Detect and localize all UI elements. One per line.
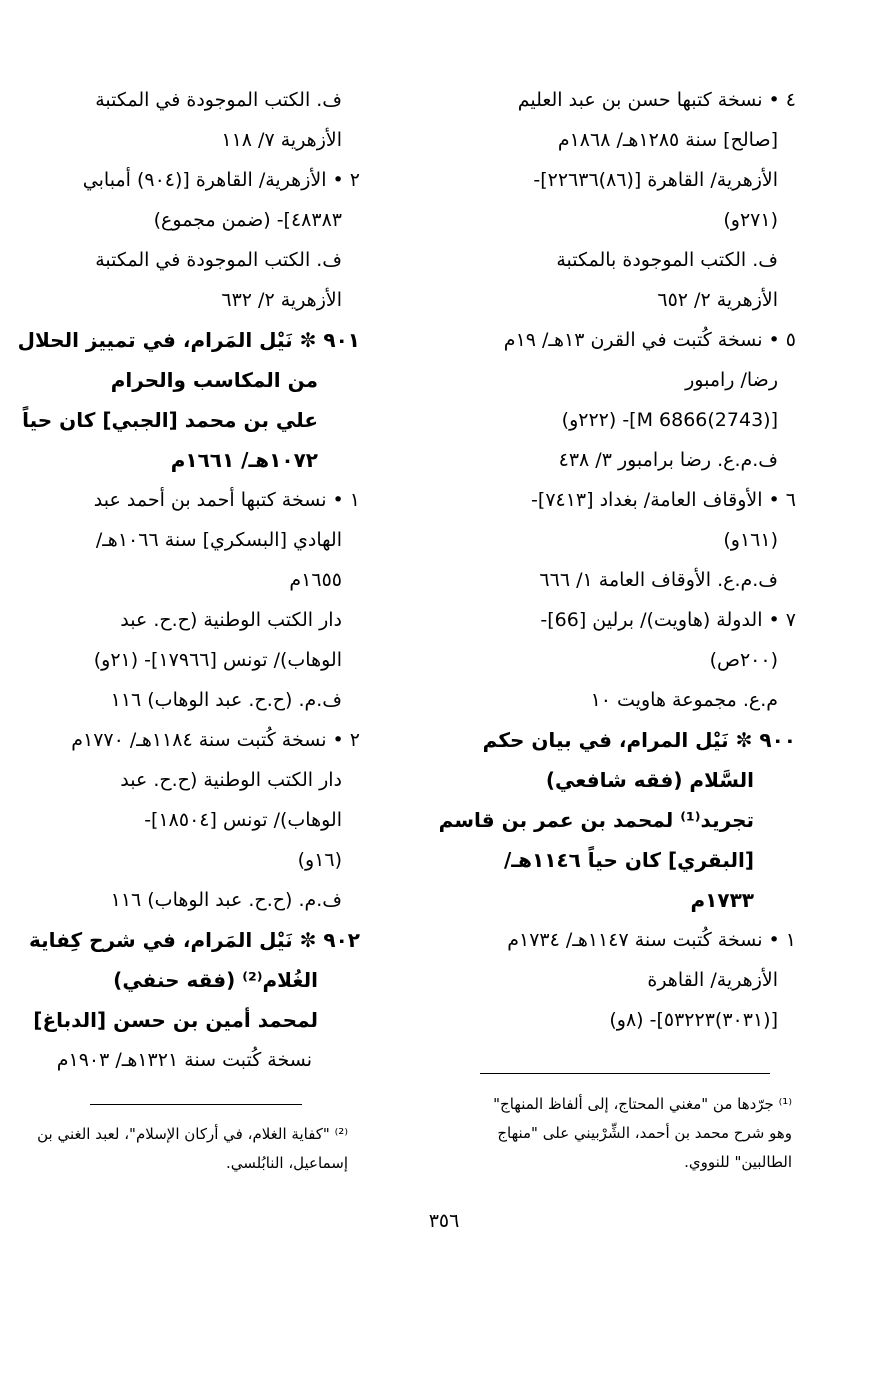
- entry-heading-line: علي بن محمد [الجبي] كان حياً: [22, 408, 318, 432]
- right-column: [438, 80, 796, 1040]
- entry-heading-line: ١٧٣٣م: [690, 888, 754, 912]
- entry-heading-line: ١٠٧٢هـ/ ١٦٦١م: [170, 448, 318, 472]
- manuscript-line: ٢ • الأزهرية/ القاهرة [(٩٠٤) أمبابي: [82, 169, 360, 191]
- footnote-right: [452, 1090, 792, 1177]
- entry-heading-line: تجريد⁽¹⁾ لمحمد بن عمر بن قاسم: [438, 808, 754, 832]
- manuscript-line: ١ • نسخة كُتبت سنة ١١٤٧هـ/ ١٧٣٤م: [507, 929, 796, 951]
- manuscript-line: ٤ • نسخة كتبها حسن بن عبد العليم: [517, 89, 796, 111]
- footnote-line: إسماعيل، النابُلسي.: [225, 1154, 348, 1172]
- entry-heading-line: [البقري] كان حياً ١١٤٦هـ/: [503, 848, 754, 872]
- manuscript-line: م.ع. مجموعة هاويت ١٠: [590, 689, 778, 711]
- manuscript-line: [(٣٠٣١)٥٣٢٢٣]- (٨و): [609, 1009, 778, 1031]
- manuscript-line: الأزهرية/ القاهرة: [647, 969, 778, 991]
- manuscript-line: الوهاب)/ تونس [١٧٩٦٦]- (٢١و): [93, 649, 342, 671]
- footnote-separator-left: [90, 1104, 302, 1105]
- manuscript-line: (٢٧١و): [723, 209, 778, 231]
- footnote-separator-right: [480, 1073, 770, 1074]
- manuscript-line: دار الكتب الوطنية (ح.ح. عبد: [120, 769, 342, 791]
- manuscript-line: ٦ • الأوقاف العامة/ بغداد [٧٤١٣]-: [531, 489, 796, 511]
- entry-heading-line: من المكاسب والحرام: [110, 368, 318, 392]
- manuscript-line: الهادي [البسكري] سنة ١٠٦٦هـ/: [95, 529, 342, 551]
- manuscript-line: الوهاب)/ تونس [١٨٥٠٤]-: [144, 809, 342, 831]
- manuscript-line: ف.م. (ح.ح. عبد الوهاب) ١١٦: [110, 889, 342, 911]
- entry-heading-line: لمحمد أمين بن حسن [الدباغ]: [33, 1008, 318, 1032]
- manuscript-line: ف.م. (ح.ح. عبد الوهاب) ١١٦: [110, 689, 342, 711]
- manuscript-line: (١٦١و): [723, 529, 778, 551]
- manuscript-line: ١ • نسخة كتبها أحمد بن أحمد عبد: [93, 489, 360, 511]
- manuscript-line: ف. الكتب الموجودة في المكتبة: [95, 249, 342, 271]
- footnote-line: ⁽²⁾ "كفاية الغلام، في أركان الإسلام"، لعبد الغني بن: [37, 1125, 348, 1143]
- manuscript-line: [M 6866(2743)]- (٢٢٢و): [561, 409, 778, 431]
- manuscript-line: ف. الكتب الموجودة في المكتبة: [95, 89, 342, 111]
- manuscript-line: [صالح] سنة ١٢٨٥هـ/ ١٨٦٨م: [557, 129, 778, 151]
- entry-heading-line: ٩٠٢ ✼ نَيْل المَرام، في شرح كِفاية: [28, 928, 360, 952]
- entry-heading-line: السَّلام (فقه شافعي): [545, 768, 754, 792]
- entry-heading-line: الغُلام⁽²⁾ (فقه حنفي): [113, 968, 318, 992]
- entry-heading-line: ٩٠٠ ✼ نَيْل المرام، في بيان حكم: [482, 728, 796, 752]
- manuscript-line: (١٦و): [297, 849, 342, 871]
- manuscript-line: الأزهرية ٢/ ٦٥٢: [657, 289, 778, 311]
- manuscript-line: (٢٠٠ص): [709, 649, 778, 671]
- manuscript-line: نسخة كُتبت سنة ١٣٢١هـ/ ١٩٠٣م: [56, 1049, 312, 1071]
- page-number: ٣٥٦: [428, 1210, 460, 1232]
- footnote-left: [28, 1120, 348, 1178]
- manuscript-line: ٢ • نسخة كُتبت سنة ١١٨٤هـ/ ١٧٧٠م: [71, 729, 360, 751]
- manuscript-line: ٥ • نسخة كُتبت في القرن ١٣هـ/ ١٩م: [503, 329, 796, 351]
- manuscript-line: دار الكتب الوطنية (ح.ح. عبد: [120, 609, 342, 631]
- manuscript-line: ف. الكتب الموجودة بالمكتبة: [556, 249, 778, 271]
- manuscript-line: الأزهرية ٢/ ٦٣٢: [221, 289, 342, 311]
- footnote-line: ⁽¹⁾ جرّدها من "مغني المحتاج، إلى ألفاظ المنهاج": [493, 1095, 792, 1113]
- manuscript-line: الأزهرية/ القاهرة [(٨٦)٢٢٦٣٦]-: [533, 169, 778, 191]
- manuscript-line: ٤٨٣٨٣]- (ضمن مجموع): [153, 209, 342, 231]
- manuscript-line: ف.م.ع. رضا برامبور ٣/ ٤٣٨: [558, 449, 778, 471]
- footnote-line: الطالبين" للنووي.: [684, 1153, 792, 1171]
- manuscript-line: ٧ • الدولة (هاويت)/ برلين [66]-: [540, 609, 796, 631]
- footnote-line: وهو شرح محمد بن أحمد، الشِّرْبيني على "منهاج: [497, 1124, 792, 1142]
- entry-heading-line: ٩٠١ ✼ نَيْل المَرام، في تمييز الحلال: [17, 328, 360, 352]
- manuscript-line: ف.م.ع. الأوقاف العامة ١/ ٦٦٦: [539, 569, 778, 591]
- manuscript-line: ١٦٥٥م: [289, 569, 342, 591]
- manuscript-line: رضا/ رامبور: [685, 369, 778, 391]
- left-column: [17, 80, 360, 1080]
- manuscript-line: الأزهرية ٧/ ١١٨: [221, 129, 342, 151]
